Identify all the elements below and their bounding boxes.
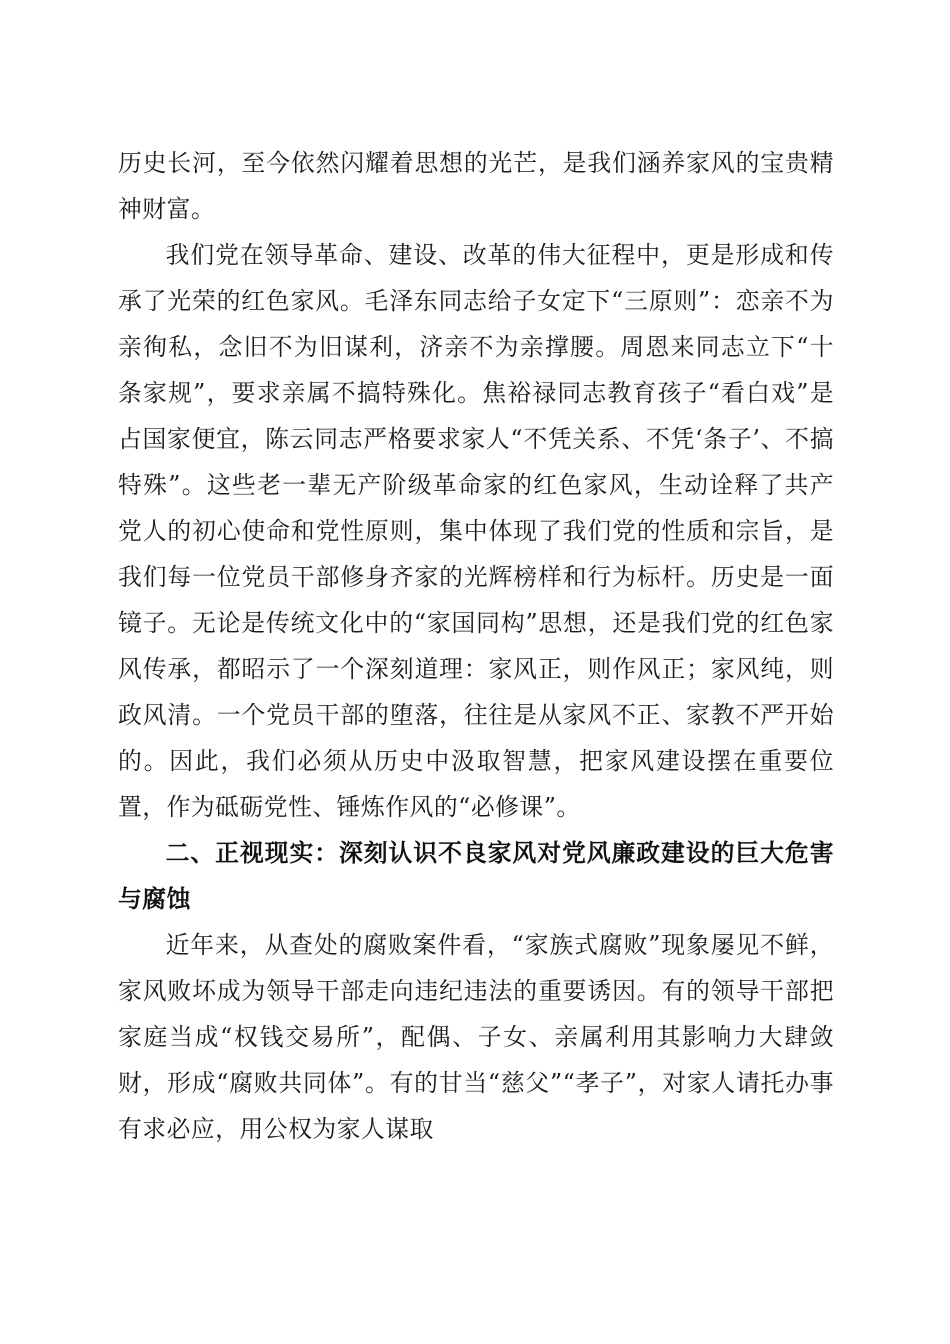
- paragraph-family-corruption: 近年来，从查处的腐败案件看，“家族式腐败”现象屡见不鲜，家风败坏成为领导干部走向违纪违法的重要诱因。有的领导干部把家庭当成“权钱交易所”，配偶、子女、亲属利用其影响力大肆敛财，形成“腐败共同体”。有的甘当“慈父”“孝子”，对家人请托办事有求必应，用公权为家人谋取: [118, 931, 834, 1143]
- paragraph-continuation: 历史长河，至今依然闪耀着思想的光芒，是我们涵养家风的宝贵精神财富。: [118, 149, 834, 223]
- paragraph-red-family-tradition: 我们党在领导革命、建设、改革的伟大征程中，更是形成和传承了光荣的红色家风。毛泽东同志给子女定下“三原则”：恋亲不为亲徇私，念旧不为旧谋利，济亲不为亲撑腰。周恩来同志立下“十条家规”，要求亲属不搞特殊化。焦裕禄同志教育孩子“看白戏”是占国家便宜，陈云同志严格要求家人“不凭关系、不凭‘条子’、不搞特殊”。这些老一辈无产阶级革命家的红色家风，生动诠释了共产党人的初心使命和党性原则，集中体现了我们党的性质和宗旨，是我们每一位党员干部修身齐家的光辉榜样和行为标杆。历史是一面镜子。无论是传统文化中的“家国同构”思想，还是我们党的红色家风传承，都昭示了一个深刻道理：家风正，则作风正；家风纯，则政风清。一个党员干部的堕落，往往是从家风不正、家教不严开始的。因此，我们必须从历史中汲取智慧，把家风建设摆在重要位置，作为砥砺党性、锤炼作风的“必修课”。: [118, 241, 834, 821]
- document-page: [118, 140, 834, 1152]
- section-heading-two: 二、正视现实：深刻认识不良家风对党风廉政建设的巨大危害与腐蚀: [118, 839, 834, 913]
